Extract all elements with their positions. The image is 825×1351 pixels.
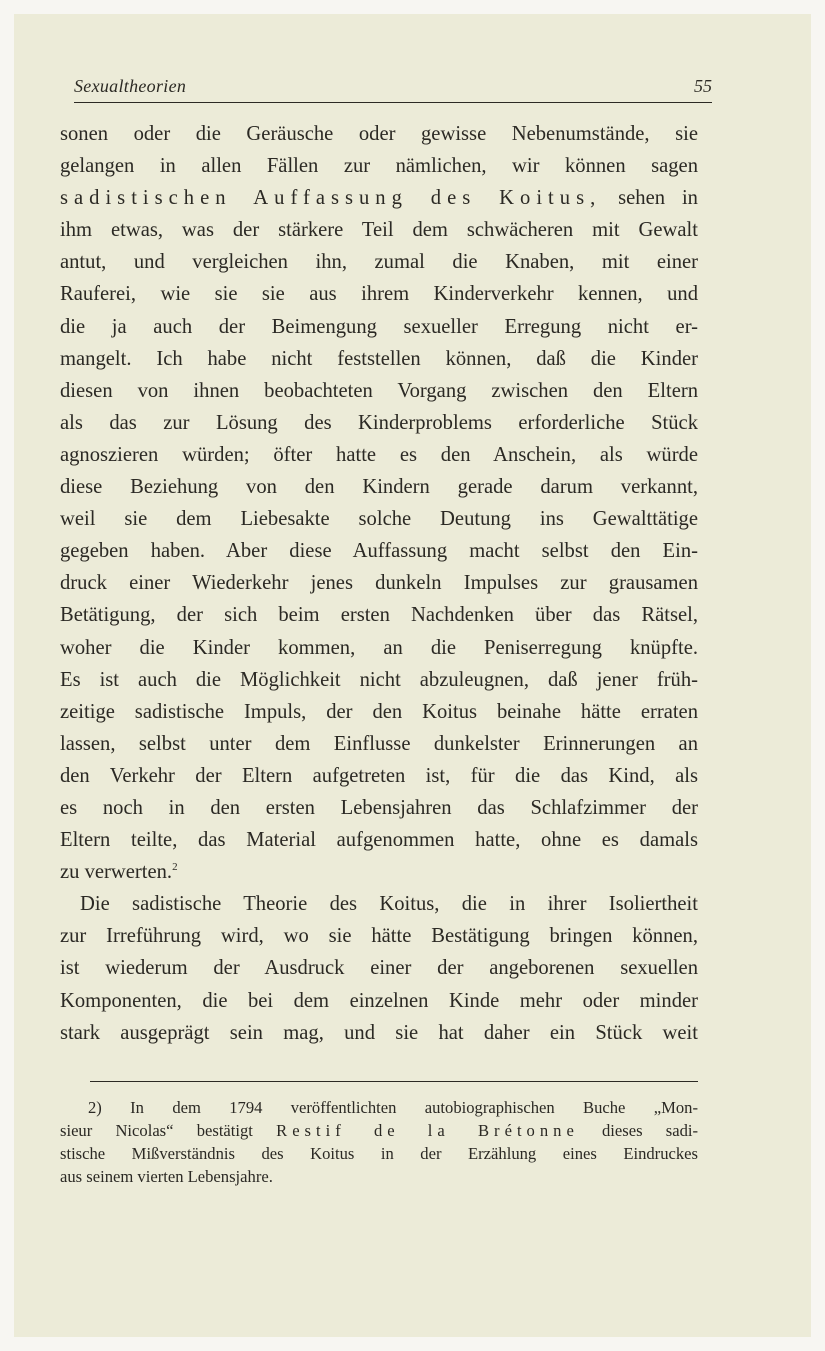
running-header xyxy=(74,76,712,103)
text-line: diese Beziehung von den Kindern gerade darum verkannt, xyxy=(60,476,698,499)
spaced-emphasis: sadistischen Auffassung des Koitus, xyxy=(60,187,602,210)
footnote xyxy=(60,1096,698,1188)
text-line: zeitige sadistische Impuls, der den Koitus beinahe hätte erraten xyxy=(60,700,698,723)
text-line: die ja auch der Beimengung sexueller Erregung nicht er- xyxy=(60,315,698,338)
spaced-emphasis: Restif de la Brétonne xyxy=(276,1121,579,1140)
text-line: Rauferei, wie sie sie aus ihrem Kinderverkehr kennen, und xyxy=(60,283,698,306)
text-line: sonen oder die Geräusche oder gewisse Nebenumstände, sie xyxy=(60,123,698,145)
footnote-divider xyxy=(90,1081,698,1082)
text-fragment: zu verwerten. xyxy=(60,861,173,884)
text-line: antut, und vergleichen ihn, zumal die Knaben, mit einer xyxy=(60,251,698,274)
footnote-line: 2) In dem 1794 veröffentlichten autobiographischen Buche „Mon- xyxy=(88,1098,698,1117)
text-line xyxy=(60,856,698,888)
page-number: 55 xyxy=(694,76,712,96)
text-line: druck einer Wiederkehr jenes dunkeln Impulses zur grausamen xyxy=(60,572,698,595)
text-line: ist wiederum der Ausdruck einer der angeborenen sexuellen xyxy=(60,957,698,980)
text-line: lassen, selbst unter dem Einflusse dunkelster Erinnerungen an xyxy=(60,732,698,755)
running-title: Sexualtheorien xyxy=(74,76,187,96)
text-line: zur Irreführung wird, wo sie hätte Bestätigung bringen können, xyxy=(60,925,698,948)
text-line: stark ausgeprägt sein mag, und sie hat daher ein Stück weit xyxy=(60,1021,698,1044)
footnote-line: aus seinem vierten Lebensjahre. xyxy=(60,1167,273,1186)
text-line: diesen von ihnen beobachteten Vorgang zwischen den Eltern xyxy=(60,379,698,402)
main-text xyxy=(60,118,698,1049)
text-line: weil sie dem Liebesakte solche Deutung ins Gewalttätige xyxy=(60,508,698,531)
text-line: es noch in den ersten Lebensjahren das Schlafzimmer der xyxy=(60,796,698,819)
text-line: gegeben haben. Aber diese Auffassung macht selbst den Ein- xyxy=(60,540,698,563)
footnote-marker: 2 xyxy=(172,861,178,874)
text-line: ihm etwas, was der stärkere Teil dem schwächeren mit Gewalt xyxy=(60,219,698,242)
text-line: als das zur Lösung des Kinderproblems erforderliche Stück xyxy=(60,411,698,434)
footnote-line: stische Mißverständnis des Koitus in der Erzählung eines Eindruckes xyxy=(60,1144,698,1163)
text-line: Betätigung, der sich beim ersten Nachdenken über das Rätsel, xyxy=(60,604,698,627)
text-fragment: sehen in xyxy=(601,187,698,210)
text-line xyxy=(60,182,698,214)
text-line: woher die Kinder kommen, an die Peniserregung knüpfte. xyxy=(60,636,698,659)
text-line: mangelt. Ich habe nicht feststellen können, daß die Kinder xyxy=(60,347,698,370)
footnote-line xyxy=(60,1119,698,1142)
text-line: Die sadistische Theorie des Koitus, die in ihrer Isoliertheit xyxy=(80,893,698,916)
text-line: gelangen in allen Fällen zur nämlichen, wir können sagen xyxy=(60,155,698,178)
text-line: Komponenten, die bei dem einzelnen Kinde mehr oder minder xyxy=(60,989,698,1012)
text-line: agnoszieren würden; öfter hatte es den Anschein, als würde xyxy=(60,443,698,466)
text-line: den Verkehr der Eltern aufgetreten ist, für die das Kind, als xyxy=(60,764,698,787)
text-fragment: dieses sadi- xyxy=(578,1121,698,1140)
text-line: Eltern teilte, das Material aufgenommen hatte, ohne es damals xyxy=(60,829,698,852)
text-line: Es ist auch die Möglichkeit nicht abzuleugnen, daß jener früh- xyxy=(60,668,698,691)
text-fragment: sieur Nicolas“ bestätigt xyxy=(60,1121,277,1140)
